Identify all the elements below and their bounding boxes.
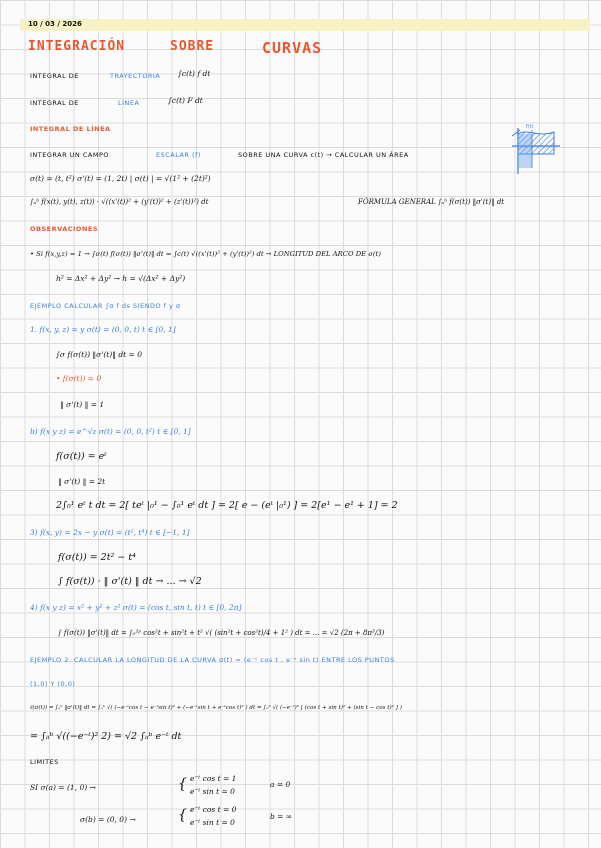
heading-observaciones: OBSERVACIONES (30, 225, 99, 233)
line-30: σ(b) = (0, 0) → (80, 815, 136, 824)
date-highlight (20, 19, 590, 31)
line-ejemplo: EJEMPLO CALCULAR ∫σ f ds SIENDO f y σ (30, 302, 181, 310)
brace-1: { (178, 776, 187, 792)
brace-2: { (178, 807, 187, 823)
heading-limites: LIMITES (30, 758, 59, 766)
line-6: ∫ₐᵇ f(x(t), y(t), z(t)) · √((x'(t))² + (y'(t))² + (z'(t))²) dt (30, 198, 209, 206)
line-9: h² = Δx² + Δy² → h = √(Δx² + Δy²) (56, 274, 186, 283)
line-2-linea: LÍNEA (118, 99, 140, 107)
line-ej3: 3) f(x, y) = 2x − y σ(t) = (t², t⁴) t ∈ [−1, 1] (30, 528, 190, 537)
line-8: • Si f(x,y,z) = 1 → ∫σ(t) f(σ(t)) ‖σ'(t)‖ dt = ∫c(t) √((x'(t))² + (y'(t))²) dt → LONGITUD DEL ARCO DE σ(t) (30, 250, 381, 258)
line-2-formula: ∫c(t) F dt (168, 96, 203, 105)
line-18: 2∫₀¹ eᵗ t dt = 2[ teᵗ |₀¹ − ∫₀¹ eᵗ dt ] = 2[ e − (eᵗ |₀¹) ] = 2[e¹ − e¹ + 1] = 2 (56, 500, 398, 511)
line-23: ∫ f(σ(t)) ‖σ'(t)‖ dt = ∫₀²ᵖ cos²t + sin²t + t² √( (sin²t + cos²t)/4 + 1² ) dt = ... = √2 (2π + 8π³/3) (58, 629, 385, 637)
area-under-curve-figure (510, 124, 562, 182)
date: 10 / 03 / 2026 (28, 20, 82, 28)
line-17: ‖ σ'(t) ‖ = 2t (58, 477, 106, 486)
line-20: f(σ(t)) = 2t² − t⁴ (58, 552, 136, 563)
line-4-rest: SOBRE UNA CURVA c(t) → CALCULAR UN ÁREA (238, 151, 409, 159)
title-integracion: INTEGRACIÓN (28, 39, 126, 54)
line-13: • f(σ(t)) = 0 (56, 374, 102, 383)
line-2: INTEGRAL DE (30, 99, 79, 107)
line-puntos: (1,0) Y (0,0) (30, 680, 76, 688)
figure-axis-label: f(t) (526, 124, 534, 130)
title-sobre: SOBRE (170, 39, 215, 54)
line-1-formula: ∫c(t) f dt (178, 69, 211, 78)
line-1: INTEGRAL DE (30, 72, 79, 80)
heading-integral-de-linea: INTEGRAL DE LÍNEA (30, 125, 111, 133)
line-29-result: a = 0 (270, 780, 291, 789)
line-26: ℓ(σ(t)) = ∫ₐᵇ ‖σ'(t)‖ dt = ∫ₐᵇ √( (−e⁻ᵗcos t − e⁻ᵗsin t)² + (−e⁻ᵗsin t + e⁻ᵗcos t)² ) dt = ∫ₐᵇ √( (−e⁻ᵗ)² [ (cos t + sin t)² + (sin t − cos t)² ] ) (30, 705, 402, 711)
line-29-a: e⁻ᵗ cos t = 1 (190, 774, 237, 783)
line-29: SI σ(a) = (1, 0) → (30, 783, 96, 792)
line-30-b: e⁻ᵗ sin t = 0 (190, 818, 235, 827)
line-ej1: 1. f(x, y, z) = y σ(t) = (0, 0, t) t ∈ [0, 1] (30, 325, 176, 334)
line-29-b: e⁻ᵗ sin t = 0 (190, 787, 235, 796)
line-5: σ(t) = (t, t²) σ'(t) = (1, 2t) | σ(t) | = √(1² + (2t)²) (30, 174, 211, 183)
line-21: ∫ f(σ(t)) · ‖ σ'(t) ‖ dt → ... → √2 (58, 576, 202, 587)
line-30-result: b = ∞ (270, 812, 293, 821)
line-12: ∫σ f(σ(t)) ‖σ'(t)‖ dt = 0 (56, 350, 142, 359)
line-ejemplo-2: EJEMPLO 2. CALCULAR LA LONGITUD DE LA CURVA σ(t) = (e⁻ᵗ cos t , e⁻ᵗ sin t) ENTRE LOS PUNTOS (30, 656, 395, 664)
area-block (518, 134, 532, 168)
line-30-a: e⁻ᵗ cos t = 0 (190, 805, 237, 814)
line-6-general: FÓRMULA GENERAL ∫ₐᵇ f(σ(t)) ‖σ'(t)‖ dt (358, 198, 505, 206)
line-ej4: 4) f(x y z) = x² + y² + z² σ(t) = (cos t, sin t, t) t ∈ [0, 2π] (30, 603, 242, 612)
line-4-escalar: ESCALAR (f) (156, 151, 201, 159)
line-27: = ∫ₐᵇ √((−e⁻ᵗ)² 2) = √2 ∫ₐᵇ e⁻ᵗ dt (30, 731, 182, 742)
line-14: ‖ σ'(t) ‖ = 1 (60, 400, 105, 409)
line-16: f(σ(t)) = eᵗ (56, 451, 107, 462)
line-ej2: b) f(x y z) = e^√z σ(t) = (0, 0, t²) t ∈ [0, 1] (30, 427, 191, 436)
line-4: INTEGRAR UN CAMPO (30, 151, 109, 159)
title-curvas: CURVAS (262, 39, 323, 57)
line-1-trayectoria: TRAYECTORIA (110, 72, 161, 80)
